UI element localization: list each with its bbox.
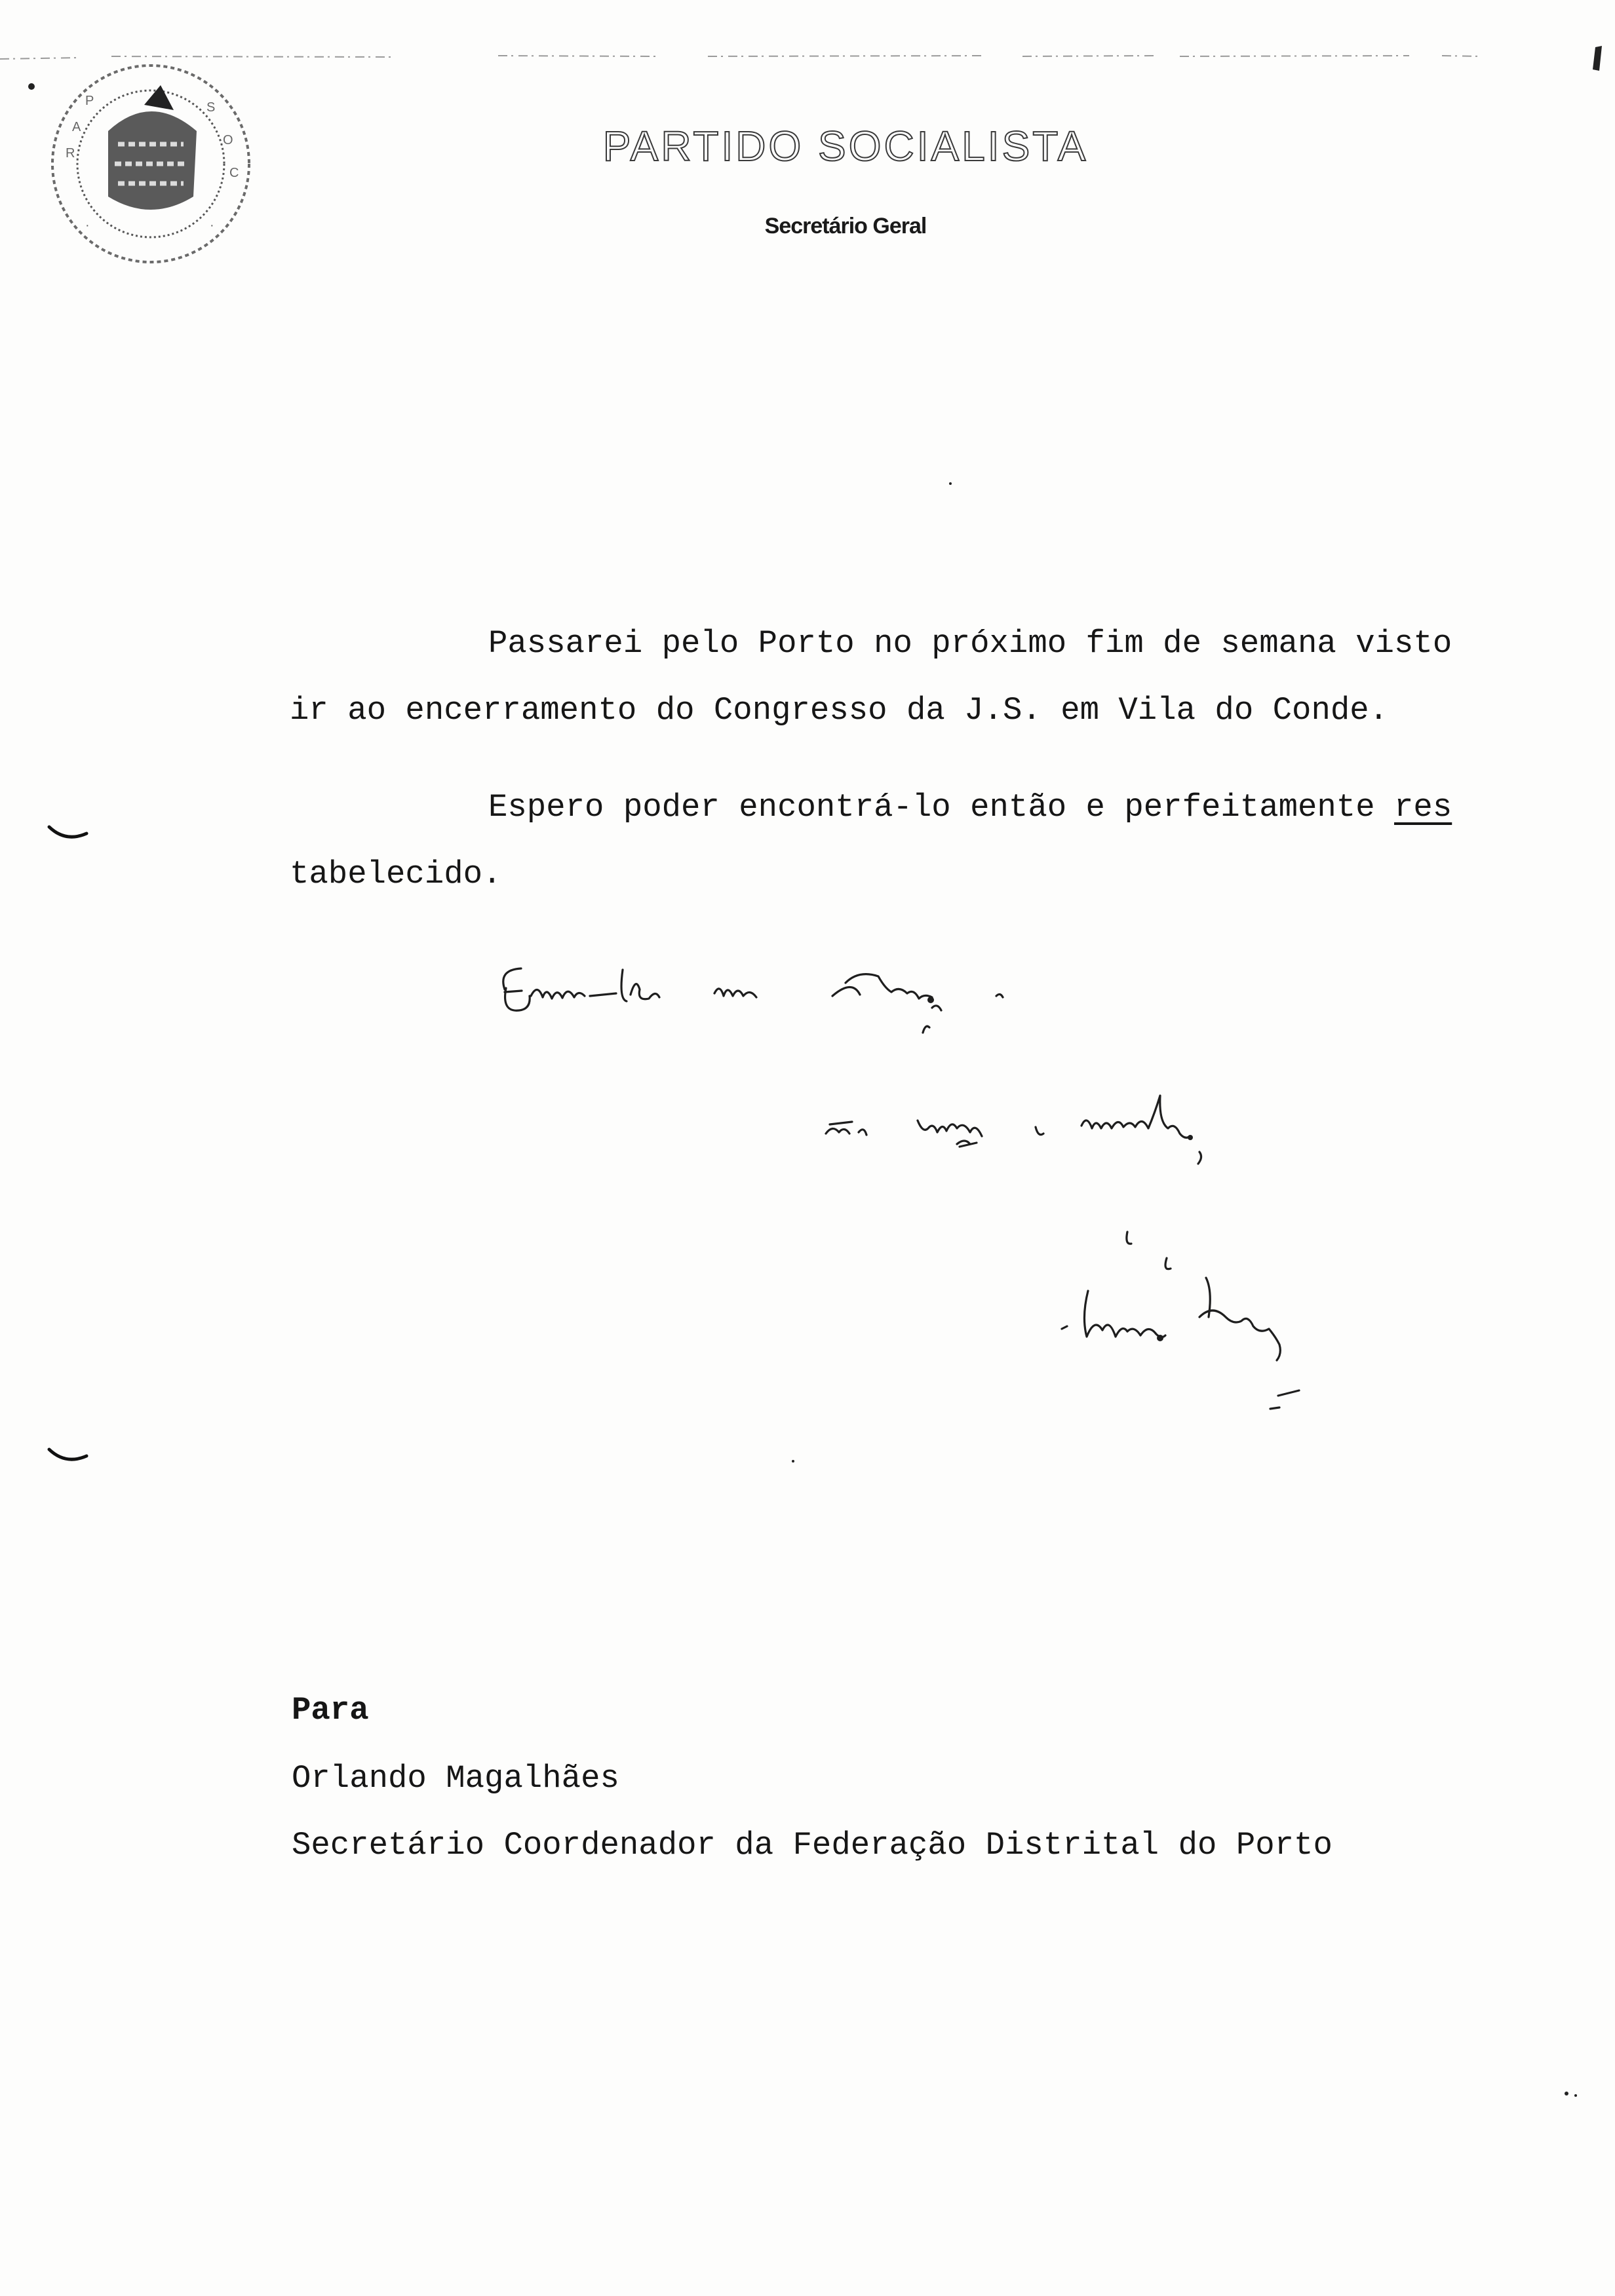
recipient-title: Secretário Coordenador da Federação Distrital do Porto xyxy=(292,1827,1333,1864)
svg-text:O: O xyxy=(223,133,233,147)
handwritten-note-and-signature xyxy=(459,950,1508,1448)
paragraph-1-line-1: Passarei pelo Porto no próximo fim de semana visto xyxy=(488,625,1452,662)
svg-text:·: · xyxy=(210,218,214,233)
svg-text:S: S xyxy=(206,100,216,115)
recipient-name: Orlando Magalhães xyxy=(292,1760,619,1797)
svg-text:P: P xyxy=(85,94,94,108)
party-seal-logo xyxy=(46,59,256,269)
office-title: Secretário Geral xyxy=(764,214,927,239)
organization-name: PARTIDO SOCIALISTA xyxy=(602,123,1089,170)
svg-text:R: R xyxy=(66,146,75,161)
paragraph-2-line-2: tabelecido. xyxy=(290,856,502,892)
svg-text:C: C xyxy=(229,166,239,180)
recipient-label: Para xyxy=(292,1692,369,1729)
paragraph-2-line-1 xyxy=(488,789,1452,826)
svg-text:A: A xyxy=(72,120,81,134)
paragraph-1-line-2: ir ao encerramento do Congresso da J.S. em Vila do Conde. xyxy=(290,692,1389,729)
svg-text:·: · xyxy=(85,218,90,233)
paragraph-2-line-1-main: Espero poder encontrá-lo então e perfeitamente xyxy=(488,789,1395,826)
paragraph-2-hyphenated-end: res xyxy=(1394,789,1452,826)
